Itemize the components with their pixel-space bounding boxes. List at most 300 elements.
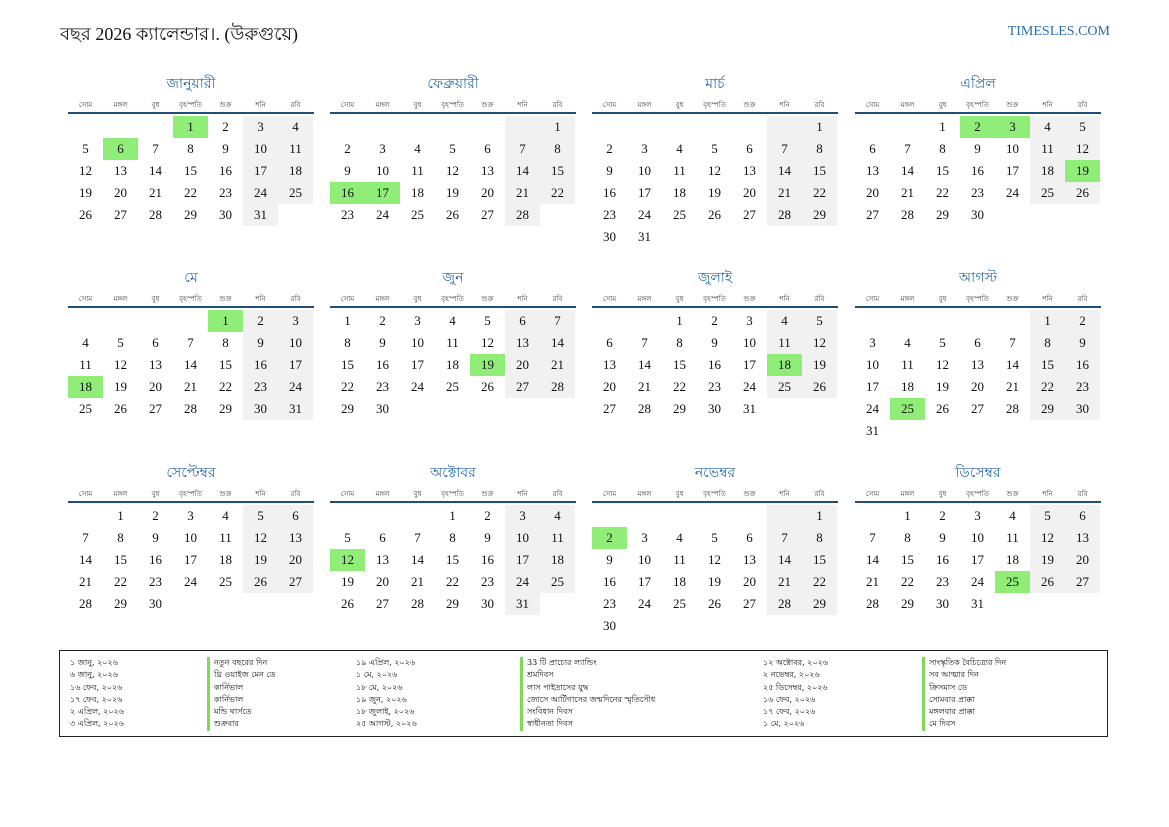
weekday-label: সোম bbox=[865, 101, 880, 109]
day-cell: 2 bbox=[222, 119, 229, 134]
legend-holiday-name: ক্রিসমাস ডে bbox=[922, 682, 1006, 694]
empty-cell bbox=[68, 116, 103, 138]
day-cell: 9 bbox=[939, 530, 946, 545]
day-cell: 5 bbox=[82, 141, 89, 156]
day-cell: 13 bbox=[114, 163, 127, 178]
day-cell: 23 bbox=[603, 207, 616, 222]
day-cell: 26 bbox=[936, 401, 949, 416]
day-cell: 12 bbox=[243, 527, 278, 549]
day-cell: 26 bbox=[341, 596, 354, 611]
day-cell: 27 bbox=[743, 596, 756, 611]
day-cell: 24 bbox=[411, 379, 424, 394]
day-grid bbox=[855, 505, 1101, 615]
day-cell: 20 bbox=[376, 574, 389, 589]
day-cell: 18 bbox=[1006, 552, 1019, 567]
day-cell: 29 bbox=[446, 596, 459, 611]
day-cell: 3 bbox=[414, 313, 421, 328]
day-cell: 30 bbox=[936, 596, 949, 611]
empty-cell bbox=[855, 505, 890, 527]
day-cell: 14 bbox=[505, 160, 540, 182]
day-cell: 31 bbox=[278, 398, 313, 420]
day-cell: 27 bbox=[149, 401, 162, 416]
day-cell: 13 bbox=[971, 357, 984, 372]
legend-dates bbox=[356, 657, 417, 731]
day-cell: 6 bbox=[379, 530, 386, 545]
day-cell: 14 bbox=[184, 357, 197, 372]
day-cell: 2 bbox=[711, 313, 718, 328]
weekday-label: শনি bbox=[517, 490, 528, 498]
day-cell: 16 bbox=[219, 163, 232, 178]
day-cell: 16 bbox=[708, 357, 721, 372]
day-cell: 15 bbox=[219, 357, 232, 372]
day-cell: 7 bbox=[187, 335, 194, 350]
day-cell: 17 bbox=[278, 354, 313, 376]
day-cell: 17 bbox=[243, 160, 278, 182]
day-cell: 15 bbox=[1030, 354, 1065, 376]
empty-cell bbox=[68, 310, 103, 332]
holiday-legend bbox=[59, 650, 1108, 737]
day-cell: 29 bbox=[802, 204, 837, 226]
day-cell: 14 bbox=[411, 552, 424, 567]
day-cell: 8 bbox=[904, 530, 911, 545]
day-cell: 8 bbox=[344, 335, 351, 350]
month-block bbox=[592, 74, 838, 248]
day-cell: 23 bbox=[481, 574, 494, 589]
day-cell: 5 bbox=[711, 530, 718, 545]
day-cell: 14 bbox=[149, 163, 162, 178]
day-cell: 23 bbox=[376, 379, 389, 394]
legend-date: ১ মে, ২০২৬ bbox=[763, 719, 805, 729]
day-cell: 29 bbox=[1030, 398, 1065, 420]
month-block bbox=[855, 268, 1101, 442]
day-cell: 25 bbox=[446, 379, 459, 394]
weekday-header bbox=[592, 487, 838, 503]
day-cell: 20 bbox=[114, 185, 127, 200]
day-cell: 7 bbox=[869, 530, 876, 545]
day-cell: 13 bbox=[866, 163, 879, 178]
holiday-day-cell: 1 bbox=[173, 116, 208, 138]
day-cell: 27 bbox=[971, 401, 984, 416]
day-cell: 21 bbox=[767, 182, 802, 204]
weekday-label: সোম bbox=[78, 295, 93, 303]
day-cell: 8 bbox=[187, 141, 194, 156]
weekday-label: বৃহস্পতি bbox=[966, 490, 989, 498]
day-cell: 10 bbox=[743, 335, 756, 350]
weekday-header bbox=[330, 98, 576, 114]
day-cell: 6 bbox=[505, 310, 540, 332]
empty-cell bbox=[627, 505, 662, 527]
legend-date: ২ এপ্রিল, ২০২৬ bbox=[70, 707, 124, 717]
day-cell: 15 bbox=[936, 163, 949, 178]
day-cell: 18 bbox=[540, 549, 575, 571]
day-cell: 4 bbox=[676, 141, 683, 156]
day-cell: 31 bbox=[505, 593, 540, 615]
weekday-label: সোম bbox=[340, 295, 355, 303]
day-cell: 1 bbox=[802, 505, 837, 527]
weekday-label: বুধ bbox=[675, 295, 684, 303]
empty-cell bbox=[173, 310, 208, 332]
day-cell: 23 bbox=[708, 379, 721, 394]
day-cell: 27 bbox=[1065, 571, 1100, 593]
day-cell: 19 bbox=[708, 574, 721, 589]
day-cell: 19 bbox=[79, 185, 92, 200]
day-cell: 13 bbox=[1065, 527, 1100, 549]
weekday-label: মঙ্গল bbox=[900, 295, 915, 303]
day-cell: 2 bbox=[344, 141, 351, 156]
legend-holiday-name: জোসে আর্টিগাসের জন্মদিনের স্মৃতিসৌধ bbox=[520, 694, 655, 706]
weekday-label: মঙ্গল bbox=[375, 295, 390, 303]
day-cell: 27 bbox=[114, 207, 127, 222]
day-cell: 14 bbox=[1006, 357, 1019, 372]
month-name: মার্চ bbox=[705, 76, 725, 92]
weekday-label: মঙ্গল bbox=[637, 490, 652, 498]
empty-cell bbox=[400, 505, 435, 527]
month-block bbox=[592, 463, 838, 637]
holiday-day-cell: 16 bbox=[330, 182, 365, 204]
day-cell: 5 bbox=[1065, 116, 1100, 138]
day-cell: 19 bbox=[708, 185, 721, 200]
legend-date: ১৮ জুলাই, ২০২৬ bbox=[356, 707, 415, 717]
day-cell: 28 bbox=[79, 596, 92, 611]
empty-cell bbox=[662, 505, 697, 527]
day-cell: 19 bbox=[243, 549, 278, 571]
day-cell: 25 bbox=[1030, 182, 1065, 204]
empty-cell bbox=[592, 505, 627, 527]
empty-cell bbox=[767, 116, 802, 138]
day-cell: 12 bbox=[936, 357, 949, 372]
weekday-label: সোম bbox=[340, 101, 355, 109]
day-cell: 6 bbox=[484, 141, 491, 156]
day-cell: 2 bbox=[243, 310, 278, 332]
day-cell: 24 bbox=[184, 574, 197, 589]
day-cell: 22 bbox=[1030, 376, 1065, 398]
weekday-label: বুধ bbox=[413, 101, 422, 109]
month-name: ফেব্রুয়ারী bbox=[427, 76, 479, 92]
day-cell: 28 bbox=[901, 207, 914, 222]
day-cell: 3 bbox=[505, 505, 540, 527]
legend-date: ১৭ ফেব, ২০২৬ bbox=[70, 694, 123, 704]
weekday-label: রবি bbox=[1077, 490, 1088, 498]
day-grid bbox=[855, 310, 1101, 442]
day-cell: 9 bbox=[344, 163, 351, 178]
day-grid bbox=[68, 310, 314, 420]
weekday-label: বৃহস্পতি bbox=[703, 295, 726, 303]
day-cell: 28 bbox=[540, 376, 575, 398]
weekday-header bbox=[68, 292, 314, 308]
month-name: জুন bbox=[442, 270, 464, 286]
day-cell: 25 bbox=[673, 596, 686, 611]
day-cell: 6 bbox=[1065, 505, 1100, 527]
day-cell: 1 bbox=[802, 116, 837, 138]
legend-date: ১৯ জুন, ২০২৬ bbox=[356, 694, 407, 704]
day-cell: 11 bbox=[278, 138, 313, 160]
weekday-label: মঙ্গল bbox=[113, 490, 128, 498]
empty-cell bbox=[732, 505, 767, 527]
day-cell: 5 bbox=[484, 313, 491, 328]
day-cell: 21 bbox=[149, 185, 162, 200]
day-cell: 15 bbox=[341, 357, 354, 372]
day-cell: 4 bbox=[222, 508, 229, 523]
day-cell: 25 bbox=[79, 401, 92, 416]
day-cell: 19 bbox=[1030, 549, 1065, 571]
day-cell: 27 bbox=[505, 376, 540, 398]
holiday-day-cell: 25 bbox=[995, 571, 1030, 593]
day-cell: 5 bbox=[1030, 505, 1065, 527]
day-cell: 8 bbox=[449, 530, 456, 545]
empty-cell bbox=[435, 116, 470, 138]
day-cell: 28 bbox=[411, 596, 424, 611]
day-cell: 9 bbox=[222, 141, 229, 156]
day-cell: 26 bbox=[708, 596, 721, 611]
legend-date: ৬ জানু, ২০২৬ bbox=[70, 670, 118, 680]
day-cell: 20 bbox=[1065, 549, 1100, 571]
day-grid bbox=[330, 505, 576, 615]
day-cell: 4 bbox=[82, 335, 89, 350]
day-cell: 6 bbox=[152, 335, 159, 350]
day-cell: 11 bbox=[219, 530, 232, 545]
weekday-label: বুধ bbox=[938, 295, 947, 303]
day-cell: 9 bbox=[379, 335, 386, 350]
day-cell: 23 bbox=[603, 596, 616, 611]
day-cell: 24 bbox=[743, 379, 756, 394]
holiday-day-cell: 25 bbox=[890, 398, 925, 420]
day-cell: 17 bbox=[184, 552, 197, 567]
holiday-day-cell: 2 bbox=[592, 527, 627, 549]
day-grid bbox=[68, 116, 314, 226]
day-cell: 16 bbox=[243, 354, 278, 376]
day-cell: 8 bbox=[222, 335, 229, 350]
day-cell: 30 bbox=[603, 229, 616, 244]
day-cell: 3 bbox=[243, 116, 278, 138]
legend-holiday-name: মন্ডি থার্সডে bbox=[207, 706, 275, 718]
day-cell: 30 bbox=[243, 398, 278, 420]
weekday-label: সোম bbox=[78, 490, 93, 498]
day-cell: 4 bbox=[767, 310, 802, 332]
weekday-label: মঙ্গল bbox=[113, 101, 128, 109]
empty-cell bbox=[925, 310, 960, 332]
legend-holiday-name: 33 টি প্রাচ্যের ল্যান্ডিং bbox=[520, 657, 655, 669]
day-cell: 30 bbox=[708, 401, 721, 416]
day-cell: 12 bbox=[708, 552, 721, 567]
day-cell: 3 bbox=[379, 141, 386, 156]
day-cell: 17 bbox=[866, 379, 879, 394]
day-cell: 28 bbox=[505, 204, 540, 226]
day-cell: 21 bbox=[767, 571, 802, 593]
weekday-label: রবি bbox=[814, 295, 825, 303]
month-block bbox=[68, 74, 314, 226]
day-cell: 11 bbox=[901, 357, 914, 372]
day-cell: 25 bbox=[673, 207, 686, 222]
legend-date: ১৬ ফেব, ২০২৬ bbox=[763, 694, 816, 704]
day-cell: 22 bbox=[184, 185, 197, 200]
legend-date: ১ মে, ২০২৬ bbox=[356, 670, 398, 680]
empty-cell bbox=[138, 116, 173, 138]
empty-cell bbox=[505, 116, 540, 138]
day-cell: 5 bbox=[243, 505, 278, 527]
day-cell: 10 bbox=[971, 530, 984, 545]
day-cell: 21 bbox=[411, 574, 424, 589]
legend-date: ১ জানু, ২০২৬ bbox=[70, 658, 118, 667]
day-cell: 13 bbox=[603, 357, 616, 372]
day-cell: 11 bbox=[79, 357, 92, 372]
month-name: অক্টোবর bbox=[430, 465, 476, 481]
day-cell: 20 bbox=[603, 379, 616, 394]
day-cell: 21 bbox=[1006, 379, 1019, 394]
empty-cell bbox=[592, 116, 627, 138]
day-cell: 9 bbox=[152, 530, 159, 545]
day-cell: 3 bbox=[641, 530, 648, 545]
empty-cell bbox=[330, 116, 365, 138]
day-cell: 27 bbox=[278, 571, 313, 593]
day-cell: 17 bbox=[505, 549, 540, 571]
day-cell: 22 bbox=[219, 379, 232, 394]
day-cell: 14 bbox=[767, 160, 802, 182]
legend-holiday-name: সংবিধান দিবস bbox=[520, 706, 655, 718]
day-cell: 26 bbox=[79, 207, 92, 222]
day-cell: 20 bbox=[866, 185, 879, 200]
legend-holiday-name: সব আত্মার দিন bbox=[922, 669, 1006, 681]
legend-holiday-name: সাংস্কৃতিক বৈচিত্র্যের দিন bbox=[922, 657, 1006, 669]
day-cell: 13 bbox=[743, 552, 756, 567]
weekday-header bbox=[592, 292, 838, 308]
day-cell: 15 bbox=[673, 357, 686, 372]
day-cell: 7 bbox=[904, 141, 911, 156]
weekday-label: বুধ bbox=[151, 295, 160, 303]
day-cell: 21 bbox=[184, 379, 197, 394]
day-cell: 13 bbox=[376, 552, 389, 567]
day-cell: 7 bbox=[641, 335, 648, 350]
day-cell: 15 bbox=[184, 163, 197, 178]
month-name: আগস্ট bbox=[958, 270, 998, 286]
day-cell: 20 bbox=[481, 185, 494, 200]
weekday-label: শুক্র bbox=[1006, 490, 1019, 498]
day-cell: 13 bbox=[481, 163, 494, 178]
weekday-header bbox=[592, 98, 838, 114]
legend-date: ১২ অক্টোবর, ২০২৬ bbox=[763, 658, 828, 667]
holiday-day-cell: 3 bbox=[995, 116, 1030, 138]
legend-date: ১৯ এপ্রিল, ২০২৬ bbox=[356, 658, 416, 667]
weekday-label: বৃহস্পতি bbox=[966, 295, 989, 303]
day-cell: 10 bbox=[184, 530, 197, 545]
day-cell: 20 bbox=[278, 549, 313, 571]
day-cell: 20 bbox=[743, 185, 756, 200]
weekday-label: সোম bbox=[602, 101, 617, 109]
day-cell: 20 bbox=[505, 354, 540, 376]
empty-cell bbox=[138, 310, 173, 332]
day-cell: 4 bbox=[676, 530, 683, 545]
day-cell: 8 bbox=[802, 138, 837, 160]
day-cell: 2 bbox=[379, 313, 386, 328]
day-cell: 27 bbox=[603, 401, 616, 416]
day-cell: 30 bbox=[481, 596, 494, 611]
day-cell: 23 bbox=[936, 574, 949, 589]
day-cell: 17 bbox=[743, 357, 756, 372]
legend-holiday-name: কার্নিভাল bbox=[207, 694, 275, 706]
day-cell: 26 bbox=[481, 379, 494, 394]
day-cell: 23 bbox=[149, 574, 162, 589]
holiday-day-cell: 12 bbox=[330, 549, 365, 571]
day-cell: 11 bbox=[540, 527, 575, 549]
legend-holiday-name: শ্রমদিবস bbox=[520, 669, 655, 681]
day-cell: 11 bbox=[446, 335, 459, 350]
weekday-label: সোম bbox=[602, 295, 617, 303]
day-cell: 11 bbox=[673, 163, 686, 178]
weekday-label: বৃহস্পতি bbox=[441, 295, 464, 303]
day-grid bbox=[592, 505, 838, 637]
day-cell: 29 bbox=[114, 596, 127, 611]
weekday-label: সোম bbox=[602, 490, 617, 498]
legend-date: ১৮ মে, ২০২৬ bbox=[356, 682, 403, 692]
day-cell: 21 bbox=[505, 182, 540, 204]
day-cell: 12 bbox=[114, 357, 127, 372]
day-cell: 14 bbox=[540, 332, 575, 354]
day-cell: 12 bbox=[708, 163, 721, 178]
site-link[interactable]: TIMESLES.COM bbox=[1007, 24, 1110, 39]
day-cell: 30 bbox=[376, 401, 389, 416]
day-cell: 29 bbox=[184, 207, 197, 222]
day-cell: 3 bbox=[974, 508, 981, 523]
day-cell: 10 bbox=[243, 138, 278, 160]
month-block bbox=[330, 463, 576, 615]
weekday-label: মঙ্গল bbox=[900, 490, 915, 498]
day-cell: 26 bbox=[243, 571, 278, 593]
day-cell: 20 bbox=[149, 379, 162, 394]
day-cell: 7 bbox=[82, 530, 89, 545]
month-block bbox=[330, 268, 576, 420]
holiday-day-cell: 18 bbox=[767, 354, 802, 376]
weekday-label: বুধ bbox=[151, 101, 160, 109]
weekday-label: শনি bbox=[779, 101, 790, 109]
weekday-label: শুক্র bbox=[219, 101, 232, 109]
day-cell: 13 bbox=[278, 527, 313, 549]
weekday-label: সোম bbox=[865, 490, 880, 498]
day-cell: 9 bbox=[243, 332, 278, 354]
day-cell: 18 bbox=[673, 574, 686, 589]
day-cell: 2 bbox=[152, 508, 159, 523]
day-cell: 10 bbox=[1006, 141, 1019, 156]
weekday-label: শনি bbox=[1042, 490, 1053, 498]
empty-cell bbox=[627, 116, 662, 138]
month-name: ডিসেম্বর bbox=[955, 465, 1001, 481]
day-cell: 10 bbox=[638, 163, 651, 178]
legend-date: ১৬ ফেব, ২০২৬ bbox=[70, 682, 123, 692]
day-cell: 31 bbox=[971, 596, 984, 611]
day-cell: 29 bbox=[802, 593, 837, 615]
day-cell: 4 bbox=[540, 505, 575, 527]
empty-cell bbox=[855, 116, 890, 138]
weekday-label: রবি bbox=[814, 490, 825, 498]
day-cell: 24 bbox=[376, 207, 389, 222]
day-cell: 11 bbox=[673, 552, 686, 567]
day-cell: 6 bbox=[606, 335, 613, 350]
day-cell: 12 bbox=[446, 163, 459, 178]
day-cell: 1 bbox=[939, 119, 946, 134]
day-cell: 15 bbox=[802, 160, 837, 182]
weekday-label: রবি bbox=[1077, 101, 1088, 109]
day-cell: 8 bbox=[540, 138, 575, 160]
month-name: এপ্রিল bbox=[960, 76, 996, 92]
legend-holiday-name: নতুন বছরের দিন bbox=[207, 657, 275, 669]
day-cell: 6 bbox=[974, 335, 981, 350]
weekday-label: মঙ্গল bbox=[375, 490, 390, 498]
weekday-label: শনি bbox=[517, 101, 528, 109]
day-cell: 31 bbox=[866, 423, 879, 438]
day-cell: 1 bbox=[117, 508, 124, 523]
day-cell: 31 bbox=[743, 401, 756, 416]
day-cell: 29 bbox=[673, 401, 686, 416]
empty-cell bbox=[960, 310, 995, 332]
day-cell: 15 bbox=[802, 549, 837, 571]
